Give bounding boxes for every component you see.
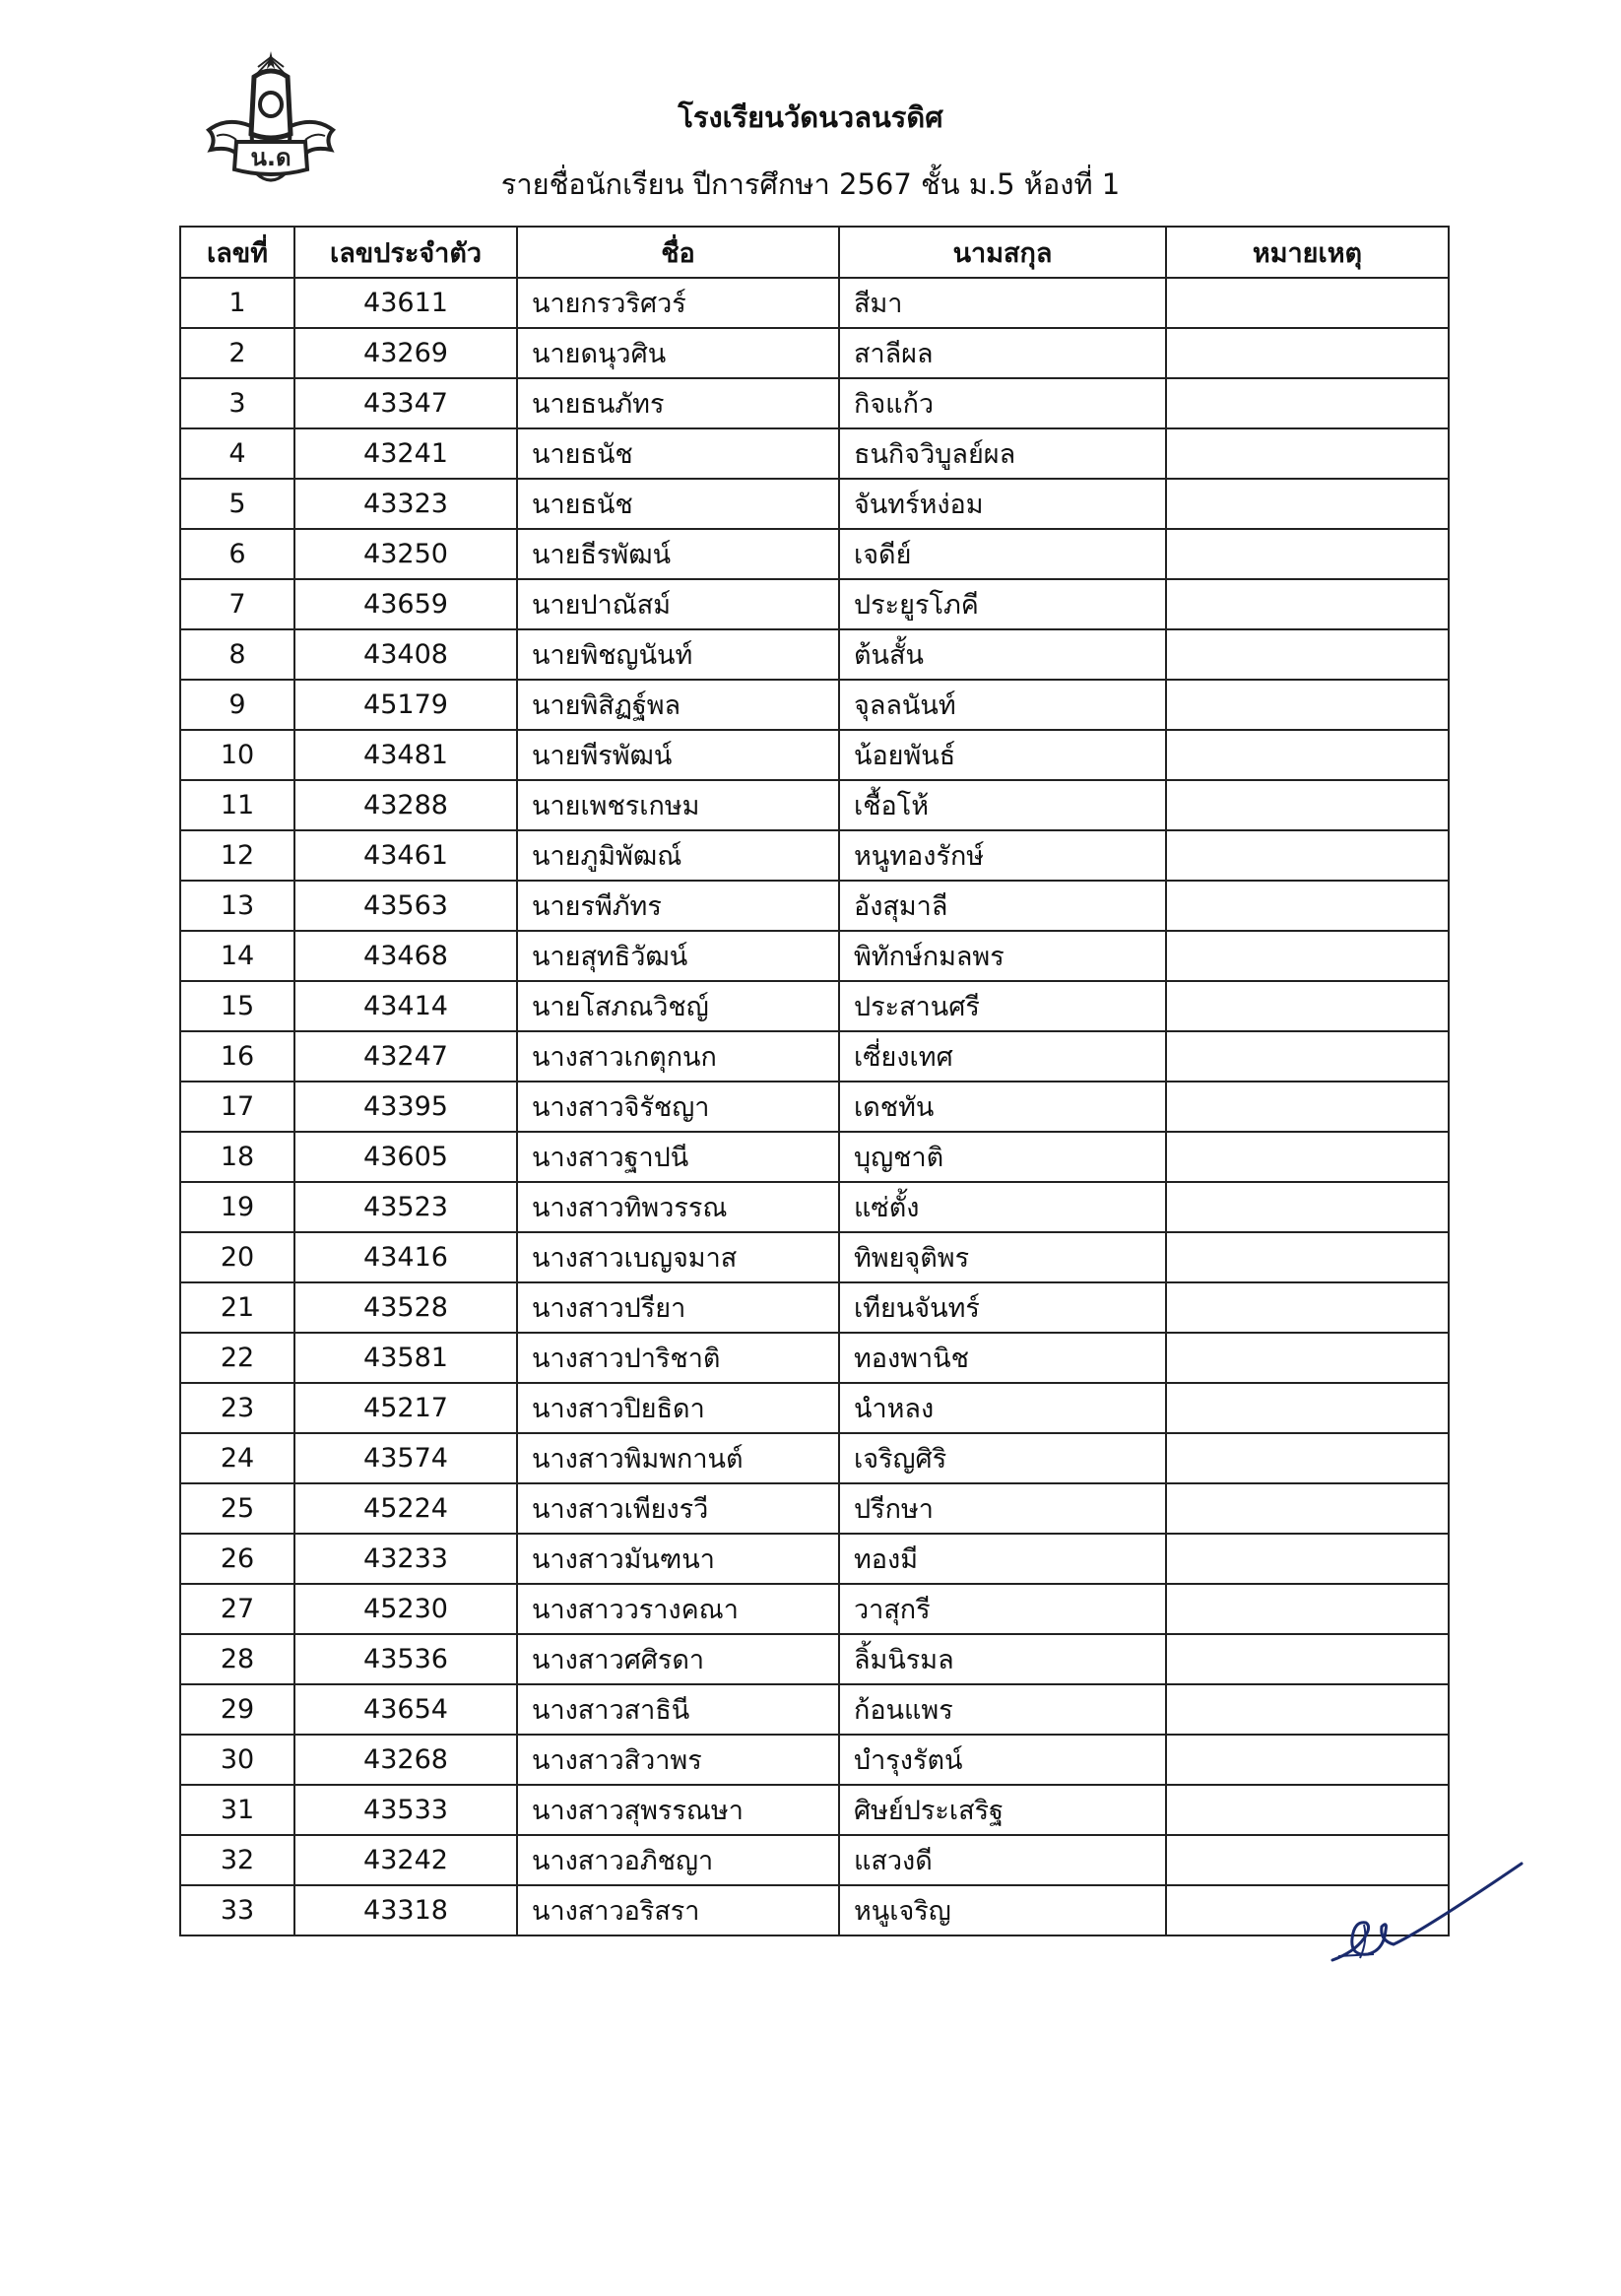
student-id: 43233 xyxy=(294,1534,517,1584)
student-id: 45230 xyxy=(294,1584,517,1634)
row-number: 12 xyxy=(180,830,294,881)
last-name: ทองพานิช xyxy=(839,1333,1166,1383)
remarks-cell xyxy=(1166,1282,1449,1333)
student-id: 43574 xyxy=(294,1433,517,1483)
table-row xyxy=(180,1584,1449,1634)
remarks-cell xyxy=(1166,881,1449,931)
student-id: 43242 xyxy=(294,1835,517,1885)
first-name: นางสาวปาริชาติ xyxy=(517,1333,839,1383)
remarks-cell xyxy=(1166,1132,1449,1182)
student-id: 45217 xyxy=(294,1383,517,1433)
student-id: 43523 xyxy=(294,1182,517,1232)
first-name: นางสาวเบญจมาส xyxy=(517,1232,839,1282)
remarks-cell xyxy=(1166,428,1449,479)
first-name: นางสาวอริสรา xyxy=(517,1885,839,1935)
first-name: นางสาวปรียา xyxy=(517,1282,839,1333)
table-row xyxy=(180,931,1449,981)
remarks-cell xyxy=(1166,328,1449,378)
row-number: 7 xyxy=(180,579,294,629)
last-name: บำรุงรัตน์ xyxy=(839,1735,1166,1785)
last-name: เทียนจันทร์ xyxy=(839,1282,1166,1333)
last-name: ประสานศรี xyxy=(839,981,1166,1031)
table-row xyxy=(180,479,1449,529)
last-name: ศิษย์ประเสริฐ xyxy=(839,1785,1166,1835)
student-id: 43250 xyxy=(294,529,517,579)
last-name: ทิพยจุติพร xyxy=(839,1232,1166,1282)
remarks-cell xyxy=(1166,1584,1449,1634)
table-row xyxy=(180,629,1449,680)
first-name: นางสาวปิยธิดา xyxy=(517,1383,839,1433)
first-name: นายดนุวศิน xyxy=(517,328,839,378)
table-row xyxy=(180,1082,1449,1132)
last-name: เจริญศิริ xyxy=(839,1433,1166,1483)
last-name: วาสุกรี xyxy=(839,1584,1166,1634)
student-id: 43268 xyxy=(294,1735,517,1785)
student-id: 43528 xyxy=(294,1282,517,1333)
row-number: 3 xyxy=(180,378,294,428)
student-id: 43654 xyxy=(294,1684,517,1735)
table-row xyxy=(180,1483,1449,1534)
last-name: ประยูรโภคี xyxy=(839,579,1166,629)
remarks-cell xyxy=(1166,1182,1449,1232)
signature xyxy=(1325,1862,1531,1980)
student-id: 43581 xyxy=(294,1333,517,1383)
table-row xyxy=(180,529,1449,579)
row-number: 13 xyxy=(180,881,294,931)
student-id: 45179 xyxy=(294,680,517,730)
student-id: 43395 xyxy=(294,1082,517,1132)
last-name: จุลลนันท์ xyxy=(839,680,1166,730)
first-name: นางสาวทิพวรรณ xyxy=(517,1182,839,1232)
last-name: เดชทัน xyxy=(839,1082,1166,1132)
row-number: 21 xyxy=(180,1282,294,1333)
first-name: นางสาวจิรัชญา xyxy=(517,1082,839,1132)
remarks-cell xyxy=(1166,278,1449,328)
first-name: นางสาวพิมพกานต์ xyxy=(517,1433,839,1483)
first-name: นายพีรพัฒน์ xyxy=(517,730,839,780)
last-name: ต้นสั้น xyxy=(839,629,1166,680)
remarks-cell xyxy=(1166,1735,1449,1785)
remarks-cell xyxy=(1166,529,1449,579)
first-name: นายเพชรเกษม xyxy=(517,780,839,830)
student-id: 43241 xyxy=(294,428,517,479)
row-number: 18 xyxy=(180,1132,294,1182)
first-name: นายสุทธิวัฒน์ xyxy=(517,931,839,981)
row-number: 1 xyxy=(180,278,294,328)
table-row xyxy=(180,1684,1449,1735)
first-name: นายภูมิพัฒณ์ xyxy=(517,830,839,881)
first-name: นายโสภณวิชญ์ xyxy=(517,981,839,1031)
row-number: 27 xyxy=(180,1584,294,1634)
table-row xyxy=(180,1383,1449,1433)
table-row xyxy=(180,1785,1449,1835)
last-name: เชื้อโห้ xyxy=(839,780,1166,830)
row-number: 14 xyxy=(180,931,294,981)
remarks-cell xyxy=(1166,629,1449,680)
student-id: 43416 xyxy=(294,1232,517,1282)
document-subtitle: รายชื่อนักเรียน ปีการศึกษา 2567 ชั้น ม.5 ห้องที่ 1 xyxy=(500,167,1121,201)
remarks-cell xyxy=(1166,1785,1449,1835)
student-id: 43347 xyxy=(294,378,517,428)
student-id: 43536 xyxy=(294,1634,517,1684)
first-name: นางสาวสาธินี xyxy=(517,1684,839,1735)
table-row xyxy=(180,881,1449,931)
table-row xyxy=(180,1282,1449,1333)
table-row xyxy=(180,1232,1449,1282)
remarks-cell xyxy=(1166,931,1449,981)
last-name: จันทร์หง่อม xyxy=(839,479,1166,529)
row-number: 26 xyxy=(180,1534,294,1584)
first-name: นางสาวฐาปนี xyxy=(517,1132,839,1182)
table-row xyxy=(180,1534,1449,1584)
row-number: 20 xyxy=(180,1232,294,1282)
student-id: 43481 xyxy=(294,730,517,780)
student-id: 43247 xyxy=(294,1031,517,1082)
remarks-cell xyxy=(1166,1333,1449,1383)
table-row xyxy=(180,428,1449,479)
student-id: 43408 xyxy=(294,629,517,680)
table-row xyxy=(180,680,1449,730)
remarks-cell xyxy=(1166,1684,1449,1735)
first-name: นายธนภัทร xyxy=(517,378,839,428)
table-row xyxy=(180,730,1449,780)
last-name: ทองมี xyxy=(839,1534,1166,1584)
remarks-cell xyxy=(1166,1433,1449,1483)
student-id: 43414 xyxy=(294,981,517,1031)
table-row xyxy=(180,1835,1449,1885)
first-name: นายธีรพัฒน์ xyxy=(517,529,839,579)
remarks-cell xyxy=(1166,830,1449,881)
row-number: 19 xyxy=(180,1182,294,1232)
student-id: 43659 xyxy=(294,579,517,629)
row-number: 30 xyxy=(180,1735,294,1785)
first-name: นางสาวเพียงรวี xyxy=(517,1483,839,1534)
table-row xyxy=(180,1885,1449,1935)
table-row xyxy=(180,1182,1449,1232)
row-number: 2 xyxy=(180,328,294,378)
last-name: บุญชาติ xyxy=(839,1132,1166,1182)
first-name: นางสาววรางคณา xyxy=(517,1584,839,1634)
header-remarks: หมายเหตุ xyxy=(1166,227,1449,278)
table-row xyxy=(180,378,1449,428)
row-number: 33 xyxy=(180,1885,294,1935)
row-number: 23 xyxy=(180,1383,294,1433)
last-name: ปรีกษา xyxy=(839,1483,1166,1534)
row-number: 29 xyxy=(180,1684,294,1735)
row-number: 15 xyxy=(180,981,294,1031)
student-table xyxy=(179,226,1450,1936)
student-id: 43533 xyxy=(294,1785,517,1835)
header-first-name: ชื่อ xyxy=(517,227,839,278)
remarks-cell xyxy=(1166,1031,1449,1082)
remarks-cell xyxy=(1166,1383,1449,1433)
remarks-cell xyxy=(1166,1082,1449,1132)
last-name: พิทักษ์กมลพร xyxy=(839,931,1166,981)
row-number: 11 xyxy=(180,780,294,830)
student-id: 43563 xyxy=(294,881,517,931)
row-number: 8 xyxy=(180,629,294,680)
last-name: อังสุมาลี xyxy=(839,881,1166,931)
header-student-id: เลขประจำตัว xyxy=(294,227,517,278)
row-number: 32 xyxy=(180,1835,294,1885)
first-name: นายพิชญนันท์ xyxy=(517,629,839,680)
table-row xyxy=(180,278,1449,328)
row-number: 6 xyxy=(180,529,294,579)
table-row xyxy=(180,780,1449,830)
remarks-cell xyxy=(1166,378,1449,428)
last-name: สาลีผล xyxy=(839,328,1166,378)
svg-text:น.ด: น.ด xyxy=(250,144,292,171)
student-id: 43323 xyxy=(294,479,517,529)
row-number: 5 xyxy=(180,479,294,529)
remarks-cell xyxy=(1166,1534,1449,1584)
school-name: โรงเรียนวัดนวลนรดิศ xyxy=(678,100,943,134)
remarks-cell xyxy=(1166,680,1449,730)
remarks-cell xyxy=(1166,1232,1449,1282)
last-name: เจดีย์ xyxy=(839,529,1166,579)
first-name: นายกรวริศวร์ xyxy=(517,278,839,328)
student-id: 43605 xyxy=(294,1132,517,1182)
remarks-cell xyxy=(1166,479,1449,529)
last-name: สีมา xyxy=(839,278,1166,328)
first-name: นายธนัช xyxy=(517,479,839,529)
table-row xyxy=(180,1031,1449,1082)
remarks-cell xyxy=(1166,1483,1449,1534)
student-table-container xyxy=(179,226,1450,1936)
table-row xyxy=(180,1735,1449,1785)
row-number: 28 xyxy=(180,1634,294,1684)
table-row xyxy=(180,1634,1449,1684)
first-name: นายรพีภัทร xyxy=(517,881,839,931)
table-row xyxy=(180,1333,1449,1383)
row-number: 31 xyxy=(180,1785,294,1835)
table-row xyxy=(180,328,1449,378)
last-name: ก้อนแพร xyxy=(839,1684,1166,1735)
remarks-cell xyxy=(1166,780,1449,830)
student-id: 43468 xyxy=(294,931,517,981)
student-id: 43269 xyxy=(294,328,517,378)
header-number: เลขที่ xyxy=(180,227,294,278)
student-id: 45224 xyxy=(294,1483,517,1534)
last-name: เซี่ยงเทศ xyxy=(839,1031,1166,1082)
table-row xyxy=(180,579,1449,629)
last-name: หนูเจริญ xyxy=(839,1885,1166,1935)
student-id: 43288 xyxy=(294,780,517,830)
table-row xyxy=(180,1132,1449,1182)
first-name: นางสาวอภิชญา xyxy=(517,1835,839,1885)
table-row xyxy=(180,1433,1449,1483)
last-name: หนูทองรักษ์ xyxy=(839,830,1166,881)
last-name: ลิ้มนิรมล xyxy=(839,1634,1166,1684)
last-name: น้อยพันธ์ xyxy=(839,730,1166,780)
row-number: 16 xyxy=(180,1031,294,1082)
first-name: นางสาวสิวาพร xyxy=(517,1735,839,1785)
remarks-cell xyxy=(1166,1634,1449,1684)
first-name: นายพิสิฏฐ์พล xyxy=(517,680,839,730)
first-name: นางสาวสุพรรณษา xyxy=(517,1785,839,1835)
last-name: แซ่ตั้ง xyxy=(839,1182,1166,1232)
first-name: นางสาวมันฑนา xyxy=(517,1534,839,1584)
student-id: 43611 xyxy=(294,278,517,328)
first-name: นายปาณัสม์ xyxy=(517,579,839,629)
row-number: 22 xyxy=(180,1333,294,1383)
table-row xyxy=(180,981,1449,1031)
student-id: 43461 xyxy=(294,830,517,881)
remarks-cell xyxy=(1166,981,1449,1031)
row-number: 10 xyxy=(180,730,294,780)
last-name: แสวงดี xyxy=(839,1835,1166,1885)
header-last-name: นามสกุล xyxy=(839,227,1166,278)
row-number: 9 xyxy=(180,680,294,730)
first-name: นางสาวเกตุกนก xyxy=(517,1031,839,1082)
last-name: ธนกิจวิบูลย์ผล xyxy=(839,428,1166,479)
table-row xyxy=(180,830,1449,881)
row-number: 4 xyxy=(180,428,294,479)
table-header-row xyxy=(180,227,1449,278)
first-name: นางสาวศศิรดา xyxy=(517,1634,839,1684)
remarks-cell xyxy=(1166,579,1449,629)
row-number: 25 xyxy=(180,1483,294,1534)
first-name: นายธนัช xyxy=(517,428,839,479)
remarks-cell xyxy=(1166,730,1449,780)
row-number: 24 xyxy=(180,1433,294,1483)
student-id: 43318 xyxy=(294,1885,517,1935)
row-number: 17 xyxy=(180,1082,294,1132)
last-name: กิจแก้ว xyxy=(839,378,1166,428)
last-name: นำหลง xyxy=(839,1383,1166,1433)
